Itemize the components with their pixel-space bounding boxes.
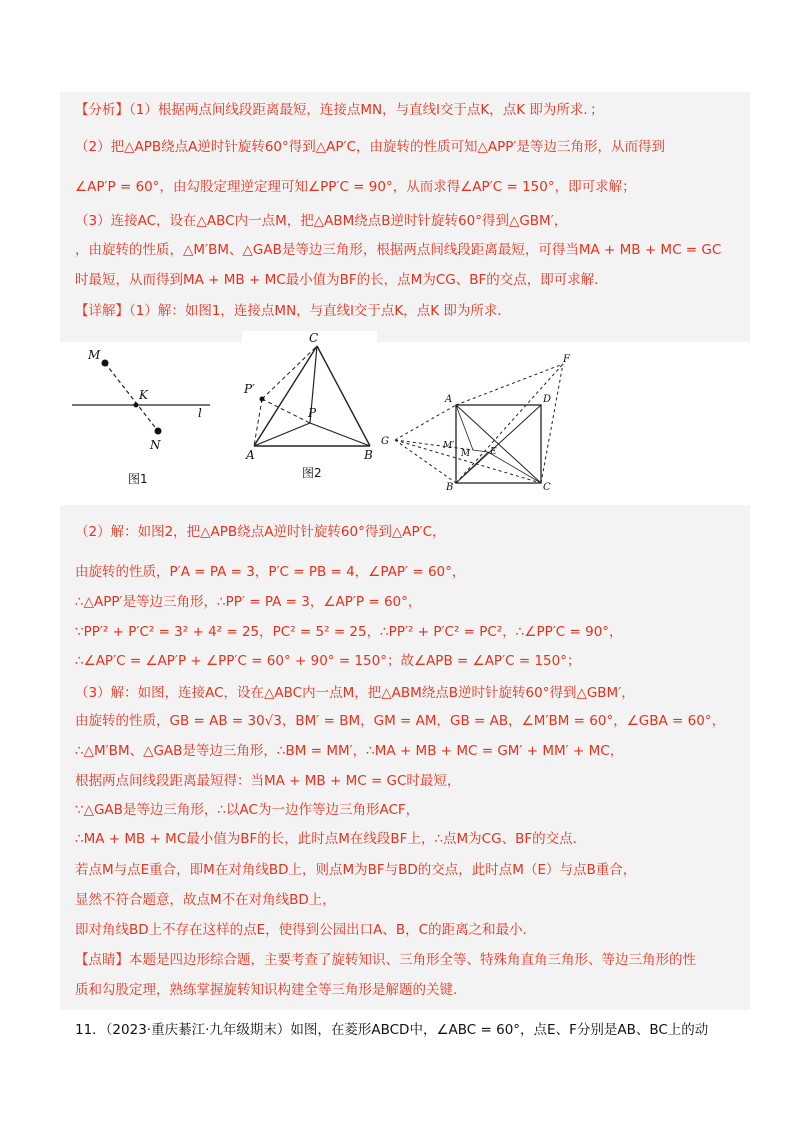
fig3-label-c: C	[543, 482, 551, 492]
fig2-label-p-prime: P′	[244, 382, 255, 396]
comment-line-1: 【点睛】本题是四边形综合题，主要考查了旋转知识、三角形全等、特殊角直角三角形、等边三角形的性	[75, 952, 696, 968]
fig2-label-a: A	[246, 448, 255, 462]
fig2-caption: 图2	[302, 466, 322, 480]
analysis-line-3: ∠AP′P = 60°，由勾股定理逆定理可知∠PP′C = 90°，从而求得∠AP′C = 150°，即可求解；	[75, 179, 636, 195]
fig3-label-g: G	[381, 436, 389, 447]
fig2-label-c: C	[309, 331, 319, 345]
fig3-label-b: B	[446, 482, 454, 492]
fig1-label-l: l	[198, 406, 202, 420]
analysis-line-1: 【分析】（1）根据两点间线段距离最短，连接点MN，与直线l交于点K，点K 即为所求．；	[75, 102, 604, 118]
detail-line-2: （2）解：如图2，把△APB绕点A逆时针旋转60°得到△AP′C，	[75, 524, 446, 540]
figure-1	[70, 343, 210, 493]
fig1-caption: 图1	[128, 472, 148, 486]
comment-line-2: 质和勾股定理，熟练掌握旋转知识构建全等三角形是解题的关键．	[75, 982, 467, 998]
detail-line-3: 由旋转的性质，P′A = PA = 3，P′C = PB = 4，∠PAP′ = 60°，	[75, 564, 466, 580]
figure-3	[373, 352, 573, 492]
fig3-label-e: E	[490, 447, 497, 457]
detail-line-10: 根据两点间线段距离最短得：当MA + MB + MC = GC时最短，	[75, 773, 461, 789]
fig3-label-f: F	[563, 354, 570, 365]
detail-line-14: 显然不符合题意，故点M不在对角线BD上，	[75, 892, 336, 908]
fig3-label-d: D	[543, 394, 552, 405]
fig2-label-b: B	[364, 448, 373, 462]
detail-line-7: （3）解：如图，连接AC，设在△ABC内一点M，把△ABM绕点B逆时针旋转60°得到△GBM′，	[75, 685, 635, 701]
fig3-label-m: M	[461, 449, 471, 459]
detail-line-4: ∴△APP′是等边三角形，∴PP′ = PA = 3，∠AP′P = 60°，	[75, 594, 422, 610]
detail-line-11: ∵△GAB是等边三角形，∴以AC为一边作等边三角形ACF，	[75, 802, 420, 818]
detail-line-6: ∴∠AP′C = ∠AP′P + ∠PP′C = 60° + 90° = 150°；故∠APB = ∠AP′C = 150°；	[75, 653, 581, 669]
fig3-label-a: A	[445, 394, 453, 405]
detail-line-8: 由旋转的性质，GB = AB = 30√3，BM′ = BM，GM = AM，GB = AB，∠M′BM = 60°，∠GBA = 60°，	[75, 713, 726, 729]
fig3-label-m-prime: M′	[443, 441, 455, 451]
analysis-line-2: （2）把△APB绕点A逆时针旋转60°得到△AP′C，由旋转的性质可知△APP′是等边三角形，从而得到	[75, 139, 665, 155]
figure-2	[242, 331, 377, 481]
analysis-line-5: ，由旋转的性质，△M′BM、△GAB是等边三角形，根据两点间线段距离最短，可得当MA + MB + MC = GC	[75, 242, 722, 258]
analysis-line-4: （3）连接AC，设在△ABC内一点M，把△ABM绕点B逆时针旋转60°得到△GBM′，	[75, 213, 568, 229]
fig1-label-n: N	[150, 438, 161, 452]
detail-line-9: ∴△M′BM、△GAB是等边三角形，∴BM = MM′，∴MA + MB + MC = GM′ + MM′ + MC，	[75, 743, 624, 759]
detail-line-13: 若点M与点E重合，即M在对角线BD上，则点M为BF与BD的交点，此时点M（E）与点B重合，	[75, 862, 637, 878]
fig1-label-k: K	[139, 388, 148, 402]
detail-line-1: 【详解】（1）解：如图1，连接点MN，与直线l交于点K，点K 即为所求．	[75, 303, 511, 319]
question-11-text: 11．（2023·重庆綦江·九年级期末）如图，在菱形ABCD中，∠ABC = 60°，点E、F分别是AB、BC上的动	[75, 1022, 709, 1038]
detail-line-12: ∴MA + MB + MC最小值为BF的长，此时点M在线段BF上，∴点M为CG、BF的交点．	[75, 831, 587, 847]
detail-line-5: ∵PP′² + P′C² = 3² + 4² = 25，PC² = 5² = 25，∴PP′² + P′C² = PC²，∴∠PP′C = 90°，	[75, 624, 623, 640]
fig1-label-m: M	[88, 348, 101, 362]
fig2-label-p: P	[308, 406, 317, 420]
detail-line-15: 即对角线BD上不存在这样的点E，使得到公园出口A、B，C的距离之和最小．	[75, 922, 537, 938]
analysis-line-6: 时最短，从而得到MA + MB + MC最小值为BF的长，点M为CG、BF的交点，即可求解．	[75, 272, 608, 288]
